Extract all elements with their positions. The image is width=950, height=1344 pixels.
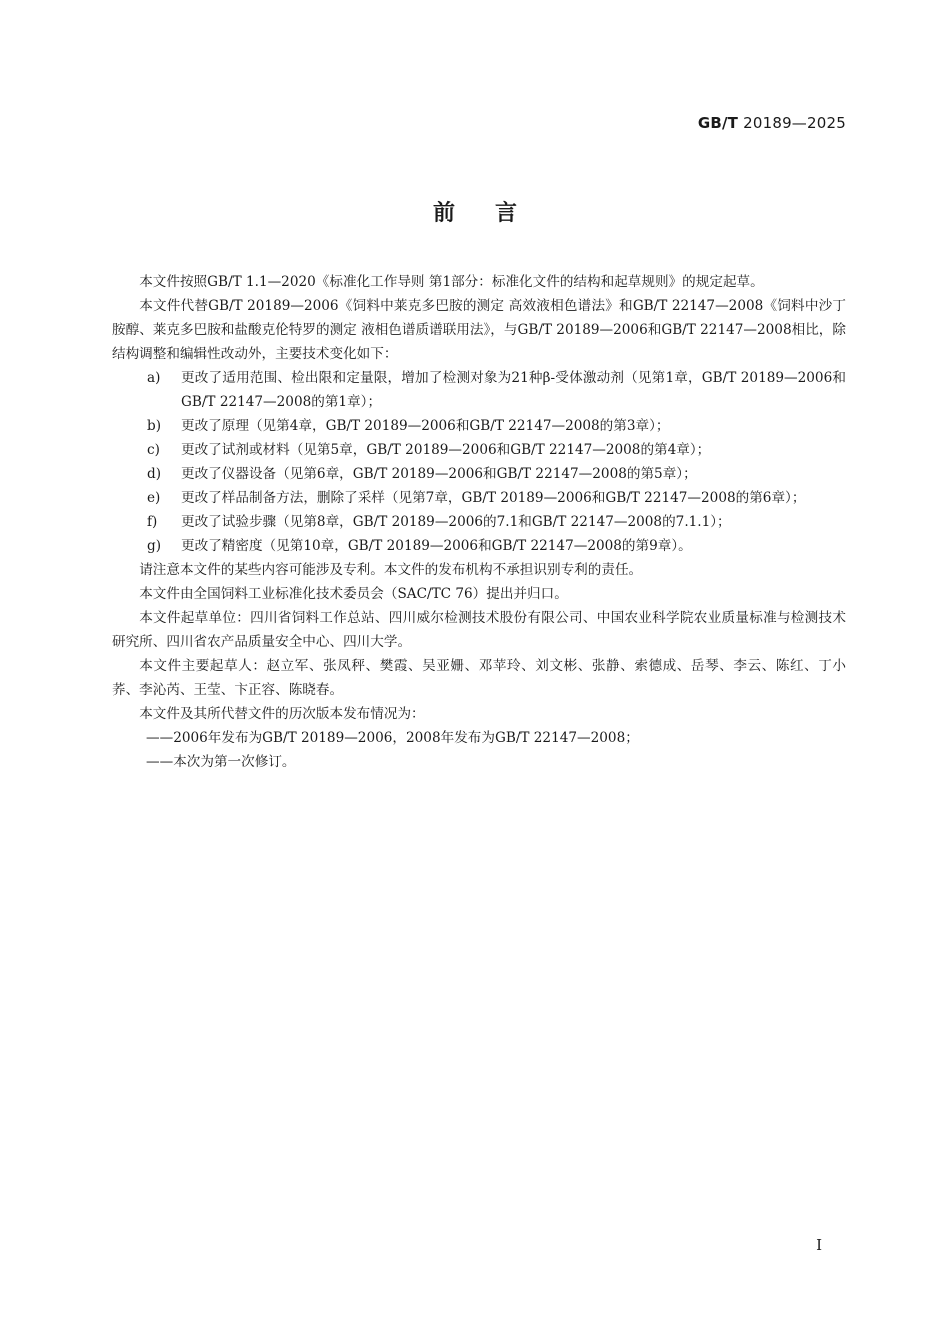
standard-code-prefix: GB/T	[697, 114, 739, 132]
list-item	[112, 486, 846, 510]
standard-code-header	[698, 114, 846, 132]
paragraph-committee: 本文件由全国饲料工业标准化技术委员会（SAC/TC 76）提出并归口。	[139, 586, 568, 602]
list-item-label: c)	[147, 442, 160, 458]
paragraph-drafting-rules: 本文件按照GB/T 1.1—2020《标准化工作导则 第1部分：标准化文件的结构和起草规则》的规定起草。	[139, 274, 764, 290]
paragraph-drafters: 本文件主要起草人：赵立军、张凤秤、樊霞、吴亚姗、邓苹玲、刘文彬、张静、索德成、岳琴、李云、陈红、丁小荞、李沁芮、王莹、卞正容、陈晓春。	[112, 658, 846, 698]
paragraph-version-history: 本文件及其所代替文件的历次版本发布情况为：	[139, 706, 425, 722]
foreword-body	[112, 270, 846, 774]
list-item-label: g)	[147, 538, 162, 554]
list-item-text: 更改了适用范围、检出限和定量限，增加了检测对象为21种β-受体激动剂（见第1章，GB/T 20189—2006和GB/T 22147—2008的第1章）；	[181, 370, 846, 410]
list-item-text: 更改了样品制备方法，删除了采样（见第7章，GB/T 20189—2006和GB/T 22147—2008的第6章）；	[181, 490, 806, 506]
list-item	[112, 510, 846, 534]
paragraph-patent-notice: 请注意本文件的某些内容可能涉及专利。本文件的发布机构不承担识别专利的责任。	[139, 562, 643, 578]
list-item-text: 更改了原理（见第4章，GB/T 20189—2006和GB/T 22147—2008的第3章）；	[181, 418, 670, 434]
paragraph-drafting-units: 本文件起草单位：四川省饲料工作总站、四川威尔检测技术股份有限公司、中国农业科学院农业质量标准与检测技术研究所、四川省农产品质量安全中心、四川大学。	[112, 610, 846, 650]
list-item-text: 更改了试验步骤（见第8章，GB/T 20189—2006的7.1和GB/T 22147—2008的7.1.1）；	[181, 514, 731, 530]
list-item-text: 更改了仪器设备（见第6章，GB/T 20189—2006和GB/T 22147—2008的第5章）；	[181, 466, 697, 482]
list-item-label: a)	[147, 370, 161, 386]
list-item	[112, 534, 846, 558]
list-item-label: e)	[147, 490, 161, 506]
list-item	[112, 366, 846, 414]
page-number: I	[816, 1236, 822, 1254]
list-item-label: d)	[147, 466, 162, 482]
list-item	[112, 414, 846, 438]
paragraph-replacement: 本文件代替GB/T 20189—2006《饲料中莱克多巴胺的测定 高效液相色谱法》和GB/T 22147—2008《饲料中沙丁胺醇、莱克多巴胺和盐酸克伦特罗的测定 液相色谱质谱联用法》，与GB/T 20189—2006和GB/T 22147—2008相比，除结构调整和编辑性改动外，主要技术变化如下：	[112, 298, 846, 362]
version-history-item: ——本次为第一次修订。	[146, 754, 296, 770]
page-title: 前言	[432, 201, 557, 226]
list-item-label: b)	[147, 418, 162, 434]
list-item	[112, 462, 846, 486]
list-item	[112, 438, 846, 462]
version-history-item: ——2006年发布为GB/T 20189—2006，2008年发布为GB/T 22147—2008；	[146, 730, 639, 746]
list-item-text: 更改了精密度（见第10章，GB/T 20189—2006和GB/T 22147—2008的第9章）。	[181, 538, 692, 554]
list-item-text: 更改了试剂或材料（见第5章，GB/T 20189—2006和GB/T 22147—2008的第4章）；	[181, 442, 711, 458]
list-item-label: f)	[147, 514, 158, 530]
standard-code-number: 20189—2025	[743, 114, 846, 132]
